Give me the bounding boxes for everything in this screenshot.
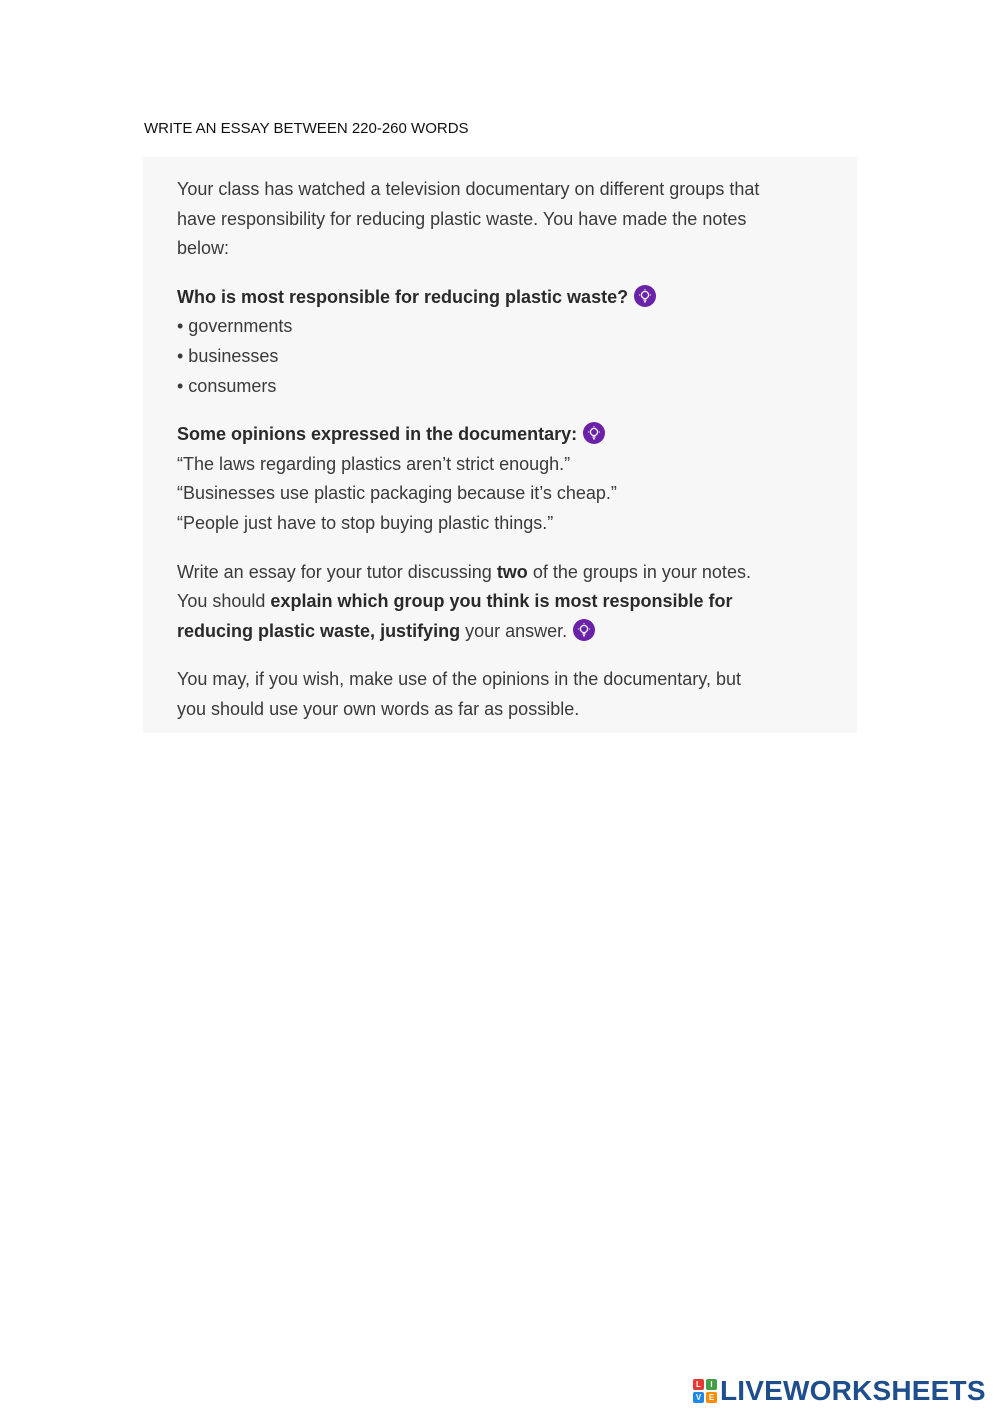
opinion-quote: “Businesses use plastic packaging because it’s cheap.” [177,483,617,504]
logo-mark-tile: I [706,1379,717,1390]
opinion-quote: “The laws regarding plastics aren’t strict enough.” [177,453,571,474]
instruction-bold: explain which group you think is most responsible for [270,591,733,612]
instruction-text: of the groups in your notes. [527,561,751,582]
logo-mark-icon [693,1379,717,1403]
closing-line: You may, if you wish, make use of the opinions in the documentary, but [177,669,741,690]
closing-line: you should use your own words as far as possible. [177,698,580,719]
instruction-bold: reducing plastic waste, justifying [177,620,461,641]
logo-mark-tile: V [693,1392,704,1403]
bullet-item: • businesses [177,345,279,366]
instruction-line [177,587,823,617]
instruction-bold: two [496,561,528,582]
opinions-heading-line [177,420,823,450]
intro-line: below: [177,238,230,259]
lightbulb-icon[interactable] [573,619,595,641]
task-box [143,157,857,733]
logo-text: LIVEWORKSHEETS [720,1375,986,1406]
instruction-line [177,617,823,647]
bullet-item: • governments [177,316,293,337]
closing-paragraph [177,665,823,724]
intro-paragraph [177,175,823,264]
page-heading: WRITE AN ESSAY BETWEEN 220-260 WORDS [144,120,469,137]
logo-mark-tile: L [693,1379,704,1390]
intro-line: have responsibility for reducing plastic waste. You have made the notes [177,208,747,229]
instruction-text: Write an essay for your tutor discussing [177,561,497,582]
opinion-quote: “People just have to stop buying plastic things.” [177,512,554,533]
instruction-text: You should [177,591,271,612]
question-text: Who is most responsible for reducing plastic waste? [177,286,629,307]
liveworksheets-logo [693,1376,986,1406]
question-line [177,283,823,313]
instruction-paragraph [177,558,823,647]
intro-line: Your class has watched a television documentary on different groups that [177,179,760,199]
instruction-text: your answer. [460,620,568,641]
lightbulb-icon[interactable] [634,285,656,307]
lightbulb-icon[interactable] [583,422,605,444]
notes-section [177,283,823,401]
opinions-section [177,420,823,538]
instruction-line [177,558,823,588]
bullet-item: • consumers [177,375,277,396]
logo-mark-tile: E [706,1392,717,1403]
opinions-heading: Some opinions expressed in the documentary: [177,424,578,445]
